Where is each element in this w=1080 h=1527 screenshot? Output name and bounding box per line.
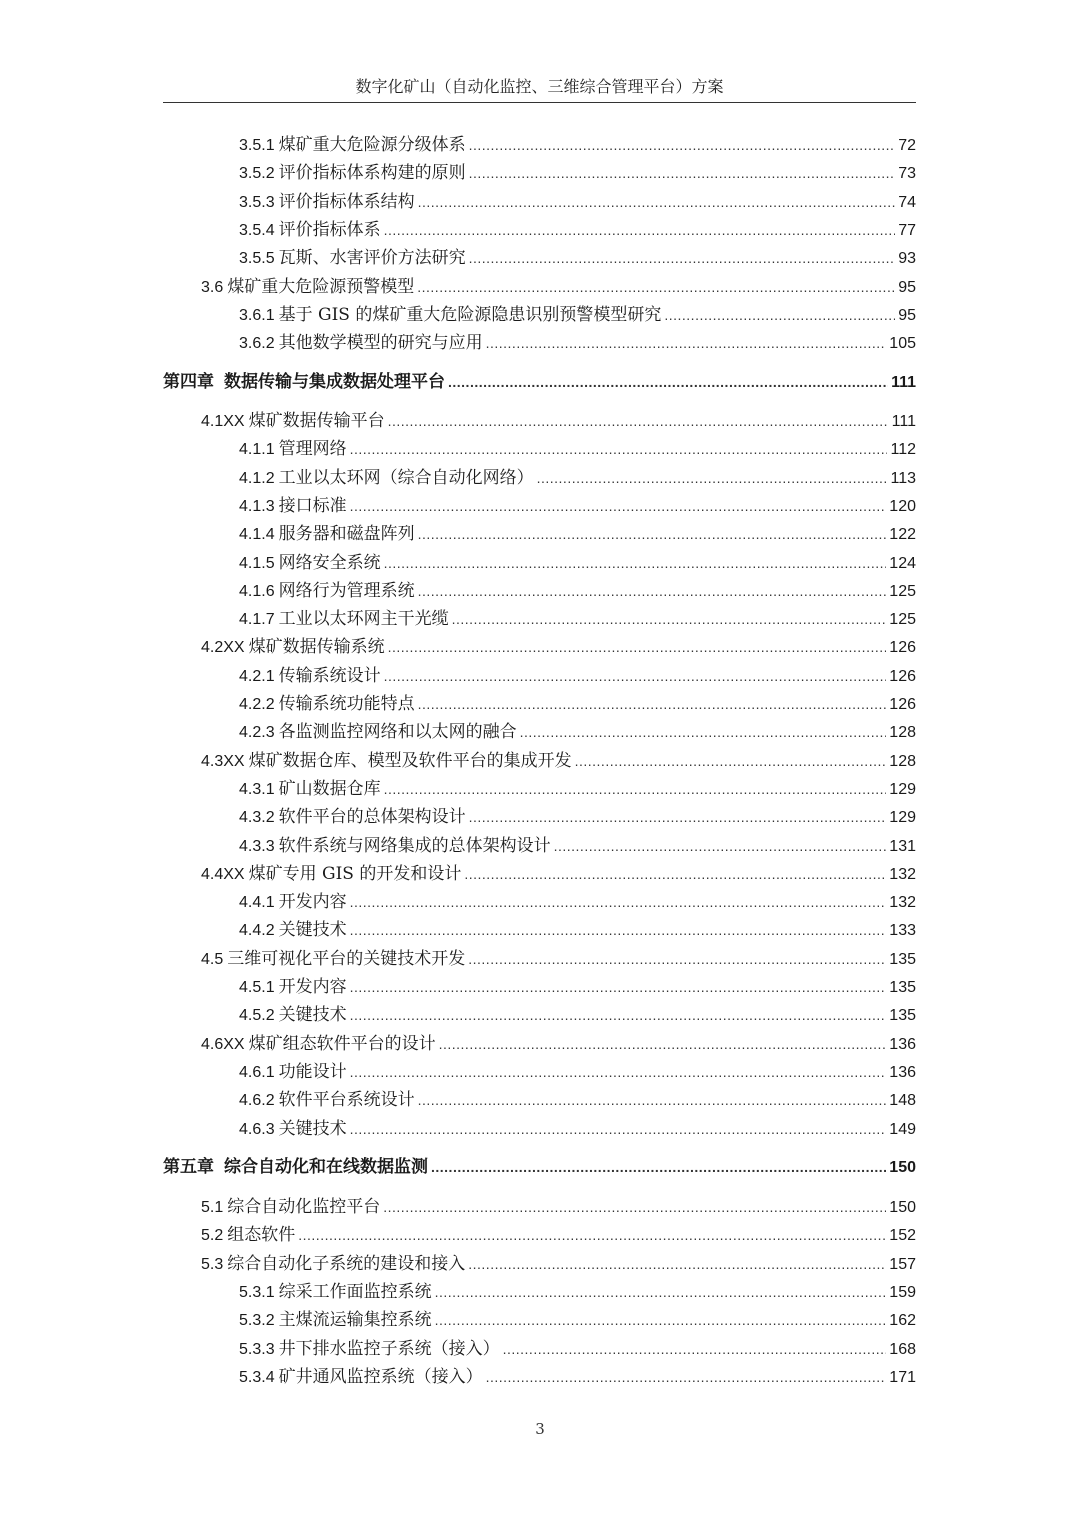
toc-entry-number: 4.1.3	[239, 497, 275, 515]
toc-entry-number: 4.3XX	[201, 752, 245, 770]
toc-entry-title: 功能设计	[278, 1061, 347, 1082]
toc-entry-page: 157	[889, 1255, 916, 1273]
toc-entry-title: 数据传输与集成数据处理平台	[224, 372, 445, 392]
toc-dot-leader	[388, 407, 889, 435]
toc-dot-leader	[575, 747, 887, 775]
page-number: 3	[535, 1420, 545, 1438]
toc-entry-number: 4.6.3	[239, 1120, 275, 1138]
toc-entry-page: 111	[891, 374, 916, 391]
toc-entry-number: 4.6.1	[239, 1063, 275, 1081]
toc-entry-number: 4.1.5	[239, 554, 275, 572]
toc-entry[interactable]	[239, 973, 916, 1001]
toc-entry-page: 72	[898, 137, 916, 154]
toc-entry-number: 4.1XX	[201, 413, 245, 430]
toc-entry[interactable]	[201, 633, 916, 661]
toc-dot-leader	[350, 435, 888, 463]
toc-entry-page: 159	[889, 1283, 916, 1301]
toc-dot-leader	[469, 803, 887, 831]
toc-dot-leader	[520, 718, 887, 746]
toc-entry-page: 150	[889, 1159, 916, 1176]
toc-entry[interactable]	[239, 520, 916, 548]
toc-dot-leader	[464, 860, 886, 888]
toc-entry-page: 162	[889, 1312, 916, 1330]
toc-dot-leader	[469, 131, 896, 159]
toc-entry-page: 112	[890, 441, 916, 459]
toc-entry[interactable]	[239, 1001, 916, 1029]
toc-entry-page: 128	[889, 724, 916, 742]
toc-entry-title: 开发内容	[278, 892, 347, 913]
toc-entry-number: 4.1.7	[239, 611, 275, 629]
toc-entry-number: 4.1.6	[239, 582, 275, 600]
toc-entry[interactable]	[201, 1221, 916, 1249]
toc-entry-number: 5.1	[201, 1199, 224, 1216]
toc-entry[interactable]	[201, 747, 916, 775]
toc-entry-page: 132	[889, 894, 916, 912]
toc-entry[interactable]	[239, 1115, 916, 1143]
toc-entry-number: 4.1.2	[239, 469, 275, 487]
toc-dot-leader	[350, 916, 887, 944]
toc-entry-page: 126	[889, 639, 916, 657]
toc-dot-leader	[384, 662, 887, 690]
toc-entry-title: 煤矿组态软件平台的设计	[248, 1033, 436, 1054]
toc-entry-number: 5.3.1	[239, 1283, 275, 1301]
toc-entry-page: 149	[889, 1120, 916, 1138]
toc-entry[interactable]	[239, 1058, 916, 1086]
toc-entry-title: 瓦斯、水害评价方法研究	[278, 248, 466, 269]
toc-entry-number: 5.3	[201, 1255, 224, 1273]
toc-entry-number: 4.3.2	[239, 809, 275, 827]
toc-dot-leader	[486, 329, 887, 357]
toc-entry-number: 3.6	[201, 278, 224, 296]
toc-entry[interactable]	[239, 159, 916, 187]
toc-entry-page: 122	[889, 526, 916, 544]
toc-entry-number: 3.5.3	[239, 193, 275, 211]
toc-entry-number: 4.6.2	[239, 1092, 275, 1110]
toc-entry-number: 4.5	[201, 950, 224, 968]
toc-entry-title: 各监测监控网络和以太网的融合	[278, 722, 517, 743]
toc-entry-title: 关键技术	[278, 1005, 347, 1026]
toc-entry-page: 135	[889, 979, 916, 996]
toc-entry-title: 组态软件	[227, 1225, 296, 1246]
toc-entry-page: 136	[889, 1063, 916, 1081]
toc-chapter-entry[interactable]	[163, 1153, 916, 1181]
toc-entry-number: 4.4XX	[201, 865, 245, 883]
toc-entry-title: 关键技术	[278, 1118, 347, 1139]
toc-entry-page: 128	[889, 752, 916, 770]
toc-entry-number: 3.6.1	[239, 306, 275, 324]
toc-dot-leader	[431, 1153, 886, 1181]
toc-entry-number: 4.5.2	[239, 1007, 275, 1025]
toc-dot-leader	[468, 1250, 886, 1278]
toc-entry-number: 4.3.3	[239, 837, 275, 855]
toc-entry-page: 74	[898, 193, 916, 211]
toc-chapter-entry[interactable]	[163, 368, 916, 396]
toc-entry-number: 5.3.4	[239, 1368, 275, 1386]
toc-entry-number: 5.3.3	[239, 1340, 275, 1358]
toc-entry-number: 3.5.1	[239, 137, 275, 154]
toc-entry-title: 网络安全系统	[278, 552, 381, 573]
toc-entry-number: 4.2.1	[239, 667, 275, 685]
toc-entry-title: 矿山数据仓库	[278, 778, 381, 799]
toc-dot-leader	[350, 1001, 887, 1029]
toc-entry-title: 评价指标体系	[278, 219, 381, 240]
toc-entry-title: 煤矿专用 GIS 的开发和设计	[248, 863, 462, 884]
toc-entry-page: 73	[898, 165, 916, 183]
toc-entry-title: 传输系统设计	[278, 665, 381, 686]
toc-entry-title: 网络行为管理系统	[278, 580, 415, 601]
toc-entry[interactable]	[239, 131, 916, 159]
toc-entry[interactable]	[201, 1030, 916, 1058]
toc-entry[interactable]	[201, 1250, 916, 1278]
toc-entry-page: 105	[889, 335, 916, 353]
toc-entry-title: 管理网络	[278, 439, 347, 460]
toc-entry-number: 4.1.1	[239, 441, 275, 459]
toc-entry-page: 150	[889, 1199, 916, 1216]
toc-entry[interactable]	[239, 916, 916, 944]
toc-entry-title: 煤矿数据传输平台	[248, 411, 385, 431]
toc-entry-page: 135	[889, 1007, 916, 1025]
toc-entry-page: 111	[891, 413, 916, 430]
toc-entry-title: 井下排水监控子系统（接入）	[278, 1338, 500, 1359]
toc-entry-number: 3.6.2	[239, 335, 275, 353]
toc-entry-number: 5.3.2	[239, 1312, 275, 1330]
toc-entry-title: 关键技术	[278, 920, 347, 941]
toc-entry[interactable]	[239, 435, 916, 463]
toc-entry-number: 4.4.1	[239, 894, 275, 912]
toc-entry-title: 工业以太环网（综合自动化网络）	[278, 467, 534, 488]
toc-entry-page: 136	[889, 1035, 916, 1053]
toc-dot-leader	[350, 492, 887, 520]
toc-entry-page: 93	[898, 250, 916, 268]
toc-dot-leader	[350, 1115, 887, 1143]
toc-entry-title: 综合自动化和在线数据监测	[224, 1157, 428, 1177]
toc-entry[interactable]	[239, 577, 916, 605]
toc-entry-page: 126	[889, 696, 916, 713]
toc-entry-title: 煤矿重大危险源分级体系	[278, 135, 466, 155]
toc-dot-leader	[448, 368, 888, 396]
toc-entry[interactable]	[201, 1193, 916, 1221]
toc-entry-page: 77	[898, 221, 916, 239]
toc-entry[interactable]	[239, 718, 916, 746]
toc-entry[interactable]	[239, 301, 916, 329]
toc-entry[interactable]	[239, 244, 916, 272]
toc-entry-page: 133	[889, 922, 916, 940]
toc-entry-title: 煤矿重大危险源预警模型	[227, 276, 415, 297]
toc-entry-page: 126	[889, 667, 916, 685]
toc-entry[interactable]	[201, 945, 916, 973]
toc-entry-title: 工业以太环网主干光缆	[278, 609, 449, 630]
toc-entry[interactable]	[239, 492, 916, 520]
toc-entry-number: 第四章	[163, 372, 214, 392]
toc-entry-number: 4.1.4	[239, 526, 275, 544]
toc-entry-number: 5.2	[201, 1227, 224, 1245]
toc-dot-leader	[388, 633, 887, 661]
toc-entry-page: 131	[889, 837, 916, 855]
toc-entry-number: 3.5.4	[239, 221, 275, 239]
toc-entry-title: 三维可视化平台的关键技术开发	[227, 948, 466, 969]
toc-entry[interactable]	[239, 1335, 916, 1363]
toc-entry-title: 软件系统与网络集成的总体架构设计	[278, 835, 551, 856]
toc-entry-title: 综采工作面监控系统	[278, 1281, 432, 1302]
toc-entry-title: 服务器和磁盘阵列	[278, 524, 415, 545]
toc-entry-page: 124	[889, 554, 916, 572]
toc-entry-title: 煤矿数据传输系统	[248, 637, 385, 658]
toc-entry[interactable]	[239, 464, 916, 492]
toc-entry-title: 主煤流运输集控系统	[278, 1310, 432, 1331]
toc-entry[interactable]	[239, 1306, 916, 1334]
toc-entry-title: 接口标准	[278, 495, 347, 516]
toc-entry[interactable]	[239, 775, 916, 803]
toc-dot-leader	[417, 273, 895, 301]
toc-dot-leader	[486, 1363, 887, 1391]
toc-dot-leader	[418, 188, 896, 216]
toc-entry-page: 171	[889, 1368, 916, 1386]
running-header: 数字化矿山（自动化监控、三维综合管理平台）方案	[163, 72, 916, 103]
toc-dot-leader	[350, 888, 887, 916]
toc-entry-title: 基于 GIS 的煤矿重大危险源隐患识别预警模型研究	[278, 304, 662, 325]
toc-entry-page: 113	[890, 469, 916, 487]
toc-dot-leader	[439, 1030, 887, 1058]
toc-entry[interactable]	[239, 188, 916, 216]
toc-entry-title: 评价指标体系结构	[278, 191, 415, 212]
toc-entry-title: 软件平台的总体架构设计	[278, 807, 466, 828]
toc-entry[interactable]	[239, 832, 916, 860]
toc-entry-number: 3.5.2	[239, 165, 275, 183]
toc-entry-title: 其他数学模型的研究与应用	[278, 333, 483, 354]
toc-entry-page: 168	[889, 1340, 916, 1358]
toc-entry[interactable]	[201, 273, 916, 301]
toc-dot-leader	[383, 1193, 886, 1221]
toc-dot-leader	[554, 832, 887, 860]
toc-dot-leader	[384, 775, 887, 803]
toc-entry[interactable]	[239, 605, 916, 633]
toc-dot-leader	[350, 1058, 887, 1086]
toc-entry-page: 95	[898, 306, 916, 324]
toc-dot-leader	[469, 159, 896, 187]
toc-entry-title: 传输系统功能特点	[278, 694, 415, 714]
toc-entry[interactable]	[201, 860, 916, 888]
toc-entry[interactable]	[239, 1086, 916, 1114]
toc-entry-title: 评价指标体系构建的原则	[278, 163, 466, 184]
toc-entry-page: 135	[889, 950, 916, 968]
toc-dot-leader	[503, 1335, 887, 1363]
toc-entry-number: 4.4.2	[239, 922, 275, 940]
toc-entry-page: 129	[889, 780, 916, 798]
toc-entry-page: 129	[889, 809, 916, 827]
toc-entry[interactable]	[239, 690, 916, 718]
toc-dot-leader	[537, 464, 888, 492]
toc-dot-leader	[452, 605, 887, 633]
toc-entry-page: 95	[898, 278, 916, 296]
toc-dot-leader	[468, 945, 886, 973]
toc-entry-number: 4.2.3	[239, 724, 275, 742]
toc-entry-title: 软件平台系统设计	[278, 1090, 415, 1111]
toc-entry-number: 4.3.1	[239, 780, 275, 798]
toc-dot-leader	[418, 520, 887, 548]
toc-entry[interactable]	[239, 329, 916, 357]
toc-dot-leader	[435, 1306, 887, 1334]
toc-dot-leader	[384, 549, 887, 577]
toc-entry[interactable]	[239, 1278, 916, 1306]
toc-dot-leader	[435, 1278, 887, 1306]
toc-entry-page: 125	[889, 582, 916, 600]
toc-entry-number: 3.5.5	[239, 250, 275, 268]
toc-entry-title: 开发内容	[278, 977, 347, 997]
toc-entry-page: 148	[889, 1092, 916, 1110]
toc-entry[interactable]	[239, 549, 916, 577]
toc-entry[interactable]	[239, 1363, 916, 1391]
toc-dot-leader	[418, 690, 887, 718]
toc-entry[interactable]	[239, 216, 916, 244]
toc-entry[interactable]	[239, 662, 916, 690]
toc-entry-number: 第五章	[163, 1157, 214, 1177]
toc-entry-page: 125	[889, 611, 916, 629]
toc-entry-number: 4.5.1	[239, 979, 275, 996]
toc-dot-leader	[384, 216, 896, 244]
toc-dot-leader	[418, 577, 887, 605]
toc-dot-leader	[664, 301, 895, 329]
toc-entry-number: 4.6XX	[201, 1035, 245, 1053]
toc-dot-leader	[418, 1086, 887, 1114]
toc-dot-leader	[298, 1221, 886, 1249]
toc-entry-title: 综合自动化子系统的建设和接入	[227, 1253, 466, 1274]
toc-dot-leader	[350, 973, 887, 1001]
toc-entry[interactable]	[201, 407, 916, 435]
toc-dot-leader	[469, 244, 896, 272]
toc-entry-number: 4.2XX	[201, 639, 245, 657]
toc-entry-title: 煤矿数据仓库、模型及软件平台的集成开发	[248, 750, 572, 771]
toc-entry[interactable]	[239, 888, 916, 916]
toc-entry-page: 120	[889, 497, 916, 515]
toc-entry-title: 矿井通风监控系统（接入）	[278, 1366, 483, 1387]
toc-entry-page: 152	[889, 1227, 916, 1245]
toc-entry-page: 132	[889, 865, 916, 883]
toc-entry-number: 4.2.2	[239, 696, 275, 713]
toc-entry-title: 综合自动化监控平台	[227, 1197, 381, 1217]
toc-entry[interactable]	[239, 803, 916, 831]
